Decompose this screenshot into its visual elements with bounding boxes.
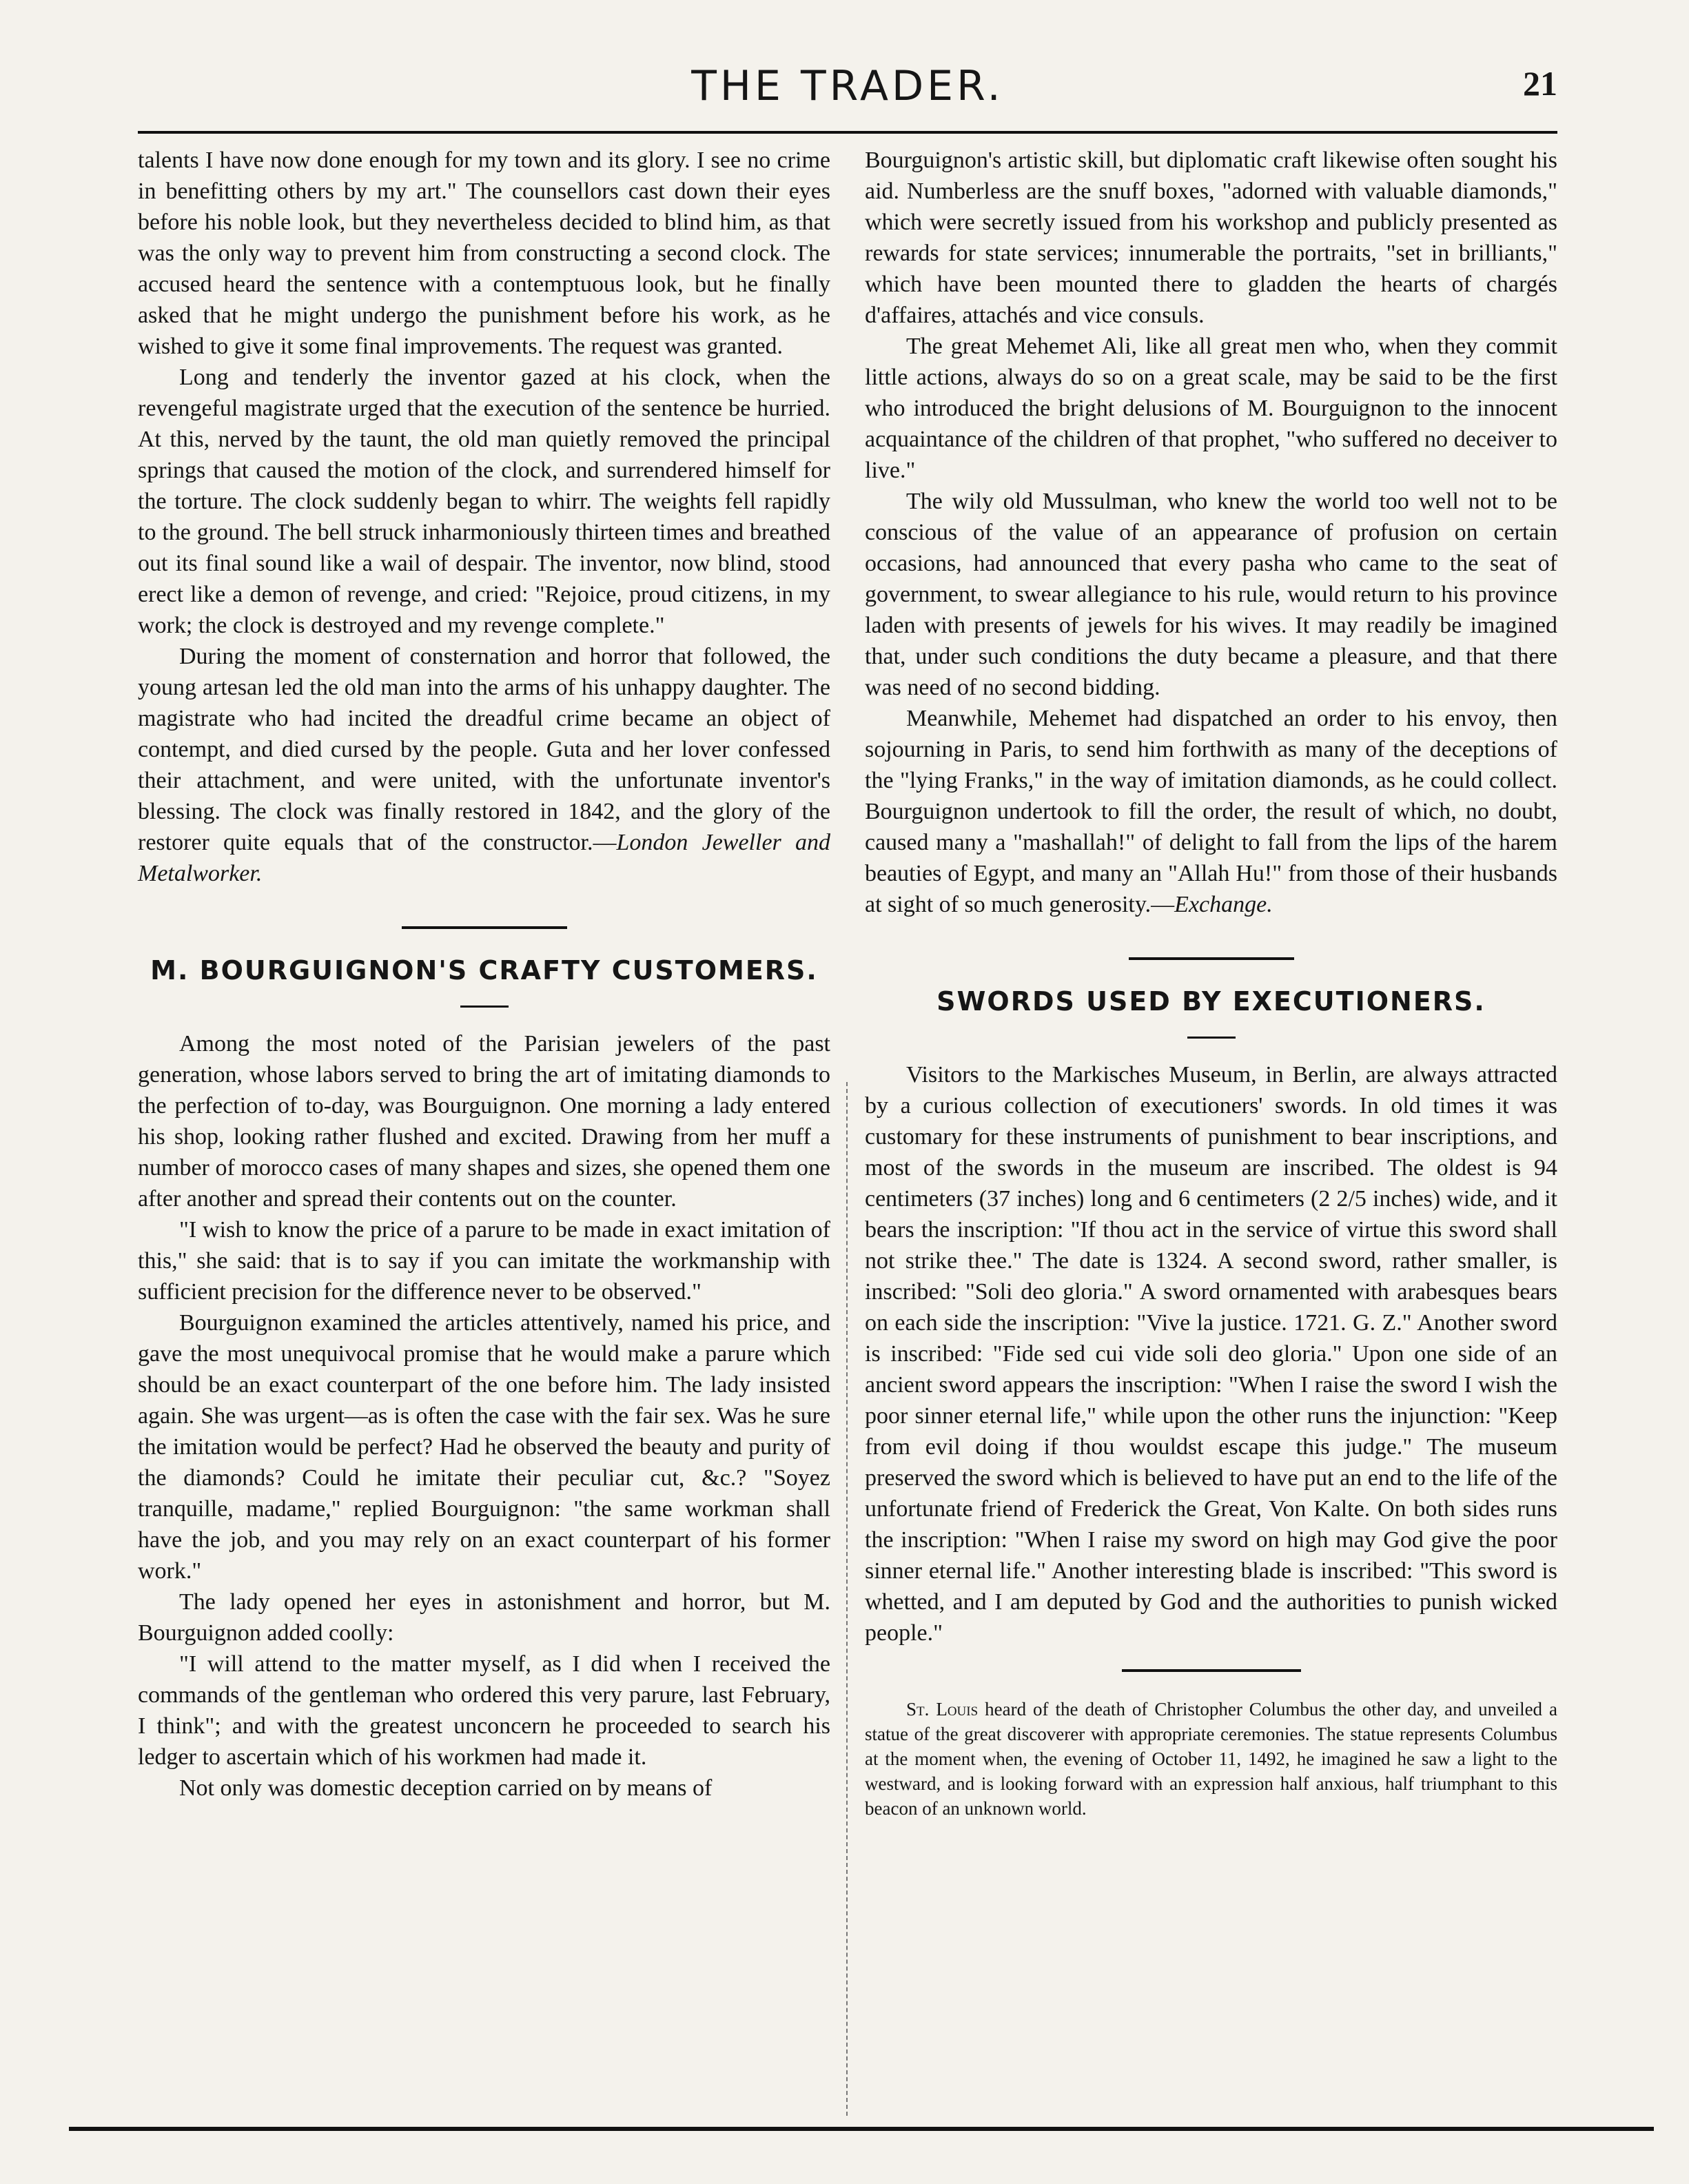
clock-story-paragraph: During the moment of consternation and horror that followed, the young artesan led the old man into the arms of his unhappy daughter. The magistrate who had incited the dreadful crime became an object of contempt, and died cursed by the people. Guta and her lover confessed their attachment, and were united, with the unfortunate inventor's blessing. The clock was finally restored in 1842, and the glory of the restorer quite equals that of the constructor.—London Jeweller and Metalworker.	[138, 644, 830, 886]
notice-text: heard of the death of Christopher Columbus the other day, and unveiled a statue of the great discoverer with appropriate ceremonies. The statue represents Columbus at the moment when, the evening of October 11, 1492, he imagined he saw a light to the westward, and is looking forward with an expression half anxious, half triumphant to this beacon of an unknown world.	[865, 1699, 1558, 1819]
bourguignon-continued-paragraph: Meanwhile, Mehemet had dispatched an order to his envoy, then sojourning in Paris, to send him forthwith as many of the deceptions of the "lying Franks," in the way of imitation diamonds, as he could collect. Bourguignon undertook to fill the order, the result of which, no doubt, caused many a "mashallah!" of delight to fall from the lips of the harem beauties of Egypt, and many an "Allah Hu!" from those of their husbands at sight of so much generosity.—Exchange.	[865, 706, 1557, 917]
newspaper-page	[138, 48, 1557, 2130]
clock-story-text: During the moment of consternation and horror that followed, the young artesan led the old man into the arms of his unhappy daughter. The magistrate who had incited the dreadful crime became an object of contempt, and died cursed by the people. Guta and her lover confessed their attachment, and were united, with the unfortunate inventor's blessing. The clock was finally restored in 1842, and the glory of the restorer quite equals that of the constructor.	[138, 644, 830, 855]
page-number: 21	[1523, 64, 1557, 103]
footer-rule	[69, 2127, 1654, 2131]
bourguignon-continued-paragraph: The great Mehemet Ali, like all great men who, when they commit little actions, always do so on a great scale, may be said to be the first who introduced the bright delusions of M. Bourguignon to the innocent acquaintance of the children of that prophet, "who suffered no deceiver to live."	[865, 334, 1557, 483]
headline-rule	[460, 1006, 509, 1008]
clock-story-paragraph: talents I have now done enough for my town and its glory. I see no crime in benefitting others by my art." The counsellors cast down their eyes before his noble look, but they nevertheless decided to blind him, as that was the only way to prevent him from constructing a second clock. The accused heard the sentence with a contemptuous look, but he finally asked that he might undergo the punishment before his work, as he wished to give it some final improvements. The request was granted.	[138, 147, 830, 359]
publication-title: THE TRADER.	[691, 62, 1004, 110]
clock-story-source: London Jeweller and Metalworker.	[138, 830, 830, 886]
bourguignon-paragraph: The lady opened her eyes in astonishment and horror, but M. Bourguignon added coolly:	[138, 1589, 830, 1646]
swords-paragraph: Visitors to the Markisches Museum, in Berlin, are always attracted by a curious collection of executioners' swords. In old times it was customary for these instruments of punishment to bear inscriptions, and most of the swords in the museum are inscribed. The oldest is 94 centimeters (37 inches) long and 6 centimeters (2 2/5 inches) wide, and it bears the inscription: "If thou act in the service of virtue this sword shall not strike thee." The date is 1324. A second sword, rather smaller, is inscribed: "Soli deo gloria." A sword ornamented with arabesques bears on each side the inscription: "Vive la justice. 1721. G. Z." Another sword is inscribed: "Fide sed cui vide soli deo gloria." Upon one side of an ancient sword appears the inscription: "When I raise the sword I wish the poor sinner eternal life," while upon the other runs the injunction: "Keep from evil doing if thou wouldst escape this judge." The museum preserved the sword which is believed to have put an end to the life of the unfortunate friend of Frederick the Great, Von Kalte. On both sides runs the inscription: "When I raise my sword on high may God give the poor sinner eternal life." Another interesting blade is inscribed: "This sword is whetted, and I am deputed by God and the authorities to punish wicked people."	[865, 1062, 1557, 1646]
headline-rule	[1187, 1037, 1236, 1039]
article-divider	[1122, 1669, 1301, 1672]
bourguignon-paragraph: Not only was domestic deception carried on by means of	[179, 1775, 713, 1801]
article-headline-swords: SWORDS USED BY EXECUTIONERS.	[936, 986, 1486, 1017]
clock-story-paragraph: Long and tenderly the inventor gazed at his clock, when the revengeful magistrate urged that the execution of the sentence be hurried. At this, nerved by the taunt, the old man quietly removed the principal springs that caused the motion of the clock, and surrendered himself for the torture. The clock suddenly began to whirr. The weights fell rapidly to the ground. The bell struck inharmoniously thirteen times and breathed out its final sound like a wail of despair. The inventor, now blind, stood erect like a demon of revenge, and cried: "Rejoice, proud citizens, in my work; the clock is destroyed and my revenge complete."	[138, 365, 830, 638]
right-column	[865, 145, 1557, 1821]
bourguignon-continued-text: Meanwhile, Mehemet had dispatched an order to his envoy, then sojourning in Paris, to send him forthwith as many of the deceptions of the "lying Franks," in the way of imitation diamonds, as he could collect. Bourguignon undertook to fill the order, the result of which, no doubt, caused many a "mashallah!" of delight to fall from the lips of the harem beauties of Egypt, and many an "Allah Hu!" from those of their husbands at sight of so much generosity.	[865, 706, 1557, 917]
column-gutter-rule	[846, 1082, 848, 2116]
bourguignon-paragraph: Among the most noted of the Parisian jewelers of the past generation, whose labors served to bring the art of imitating diamonds to the perfection of to-day, was Bourguignon. One morning a lady entered his shop, looking rather flushed and excited. Drawing from her muff a number of morocco cases of many shapes and sizes, she opened them one after another and spread their contents out on the counter.	[138, 1031, 830, 1212]
bourguignon-paragraph: "I will attend to the matter myself, as I did when I received the commands of the gentleman who ordered this very parure, last February, I think"; and with the greatest unconcern he proceeded to search his ledger to ascertain which of his workmen had made it.	[138, 1651, 830, 1770]
bourguignon-source: Exchange.	[1174, 892, 1273, 917]
article-divider	[1129, 957, 1294, 960]
article-divider	[402, 926, 567, 929]
bourguignon-paragraph: Bourguignon examined the articles attentively, named his price, and gave the most unequivocal promise that he would make a parure which should be an exact counterpart of the one before him. The lady insisted again. She was urgent—as is often the case with the fair sex. Was he sure the imitation would be perfect? Had he observed the beauty and purity of the diamonds? Could he imitate their peculiar cut, &c.? "Soyez tranquille, madame," replied Bourguignon: "the same workman shall have the job, and you may rely on an exact counterpart of his former work."	[138, 1310, 830, 1584]
left-column	[138, 145, 830, 1804]
masthead	[138, 48, 1557, 134]
article-headline-bourguignon: M. BOURGUIGNON'S CRAFTY CUSTOMERS.	[150, 955, 818, 986]
bourguignon-paragraph: "I wish to know the price of a parure to be made in exact imitation of this," she said: that is to say if you can imitate the workmanship with sufficient precision for the difference never to be observed."	[138, 1217, 830, 1305]
notice-lead: St. Louis	[906, 1699, 979, 1719]
columbus-notice	[865, 1697, 1557, 1821]
bourguignon-continued-paragraph: Bourguignon's artistic skill, but diplomatic craft likewise often sought his aid. Numberless are the snuff boxes, "adorned with valuable diamonds," which were secretly issued from his workshop and publicly presented as rewards for state services; innumerable the portraits, "set in brilliants," which have been mounted there to gladden the hearts of chargés d'affaires, attachés and vice consuls.	[865, 147, 1557, 328]
bourguignon-continued-paragraph: The wily old Mussulman, who knew the world too well not to be conscious of the value of an appearance of profusion on certain occasions, had announced that every pasha who came to the seat of government, to swear allegiance to his rule, would return to his province laden with presents of jewels for his wives. It may readily be imagined that, under such conditions the duty became a pleasure, and that there was need of no second bidding.	[865, 489, 1557, 700]
